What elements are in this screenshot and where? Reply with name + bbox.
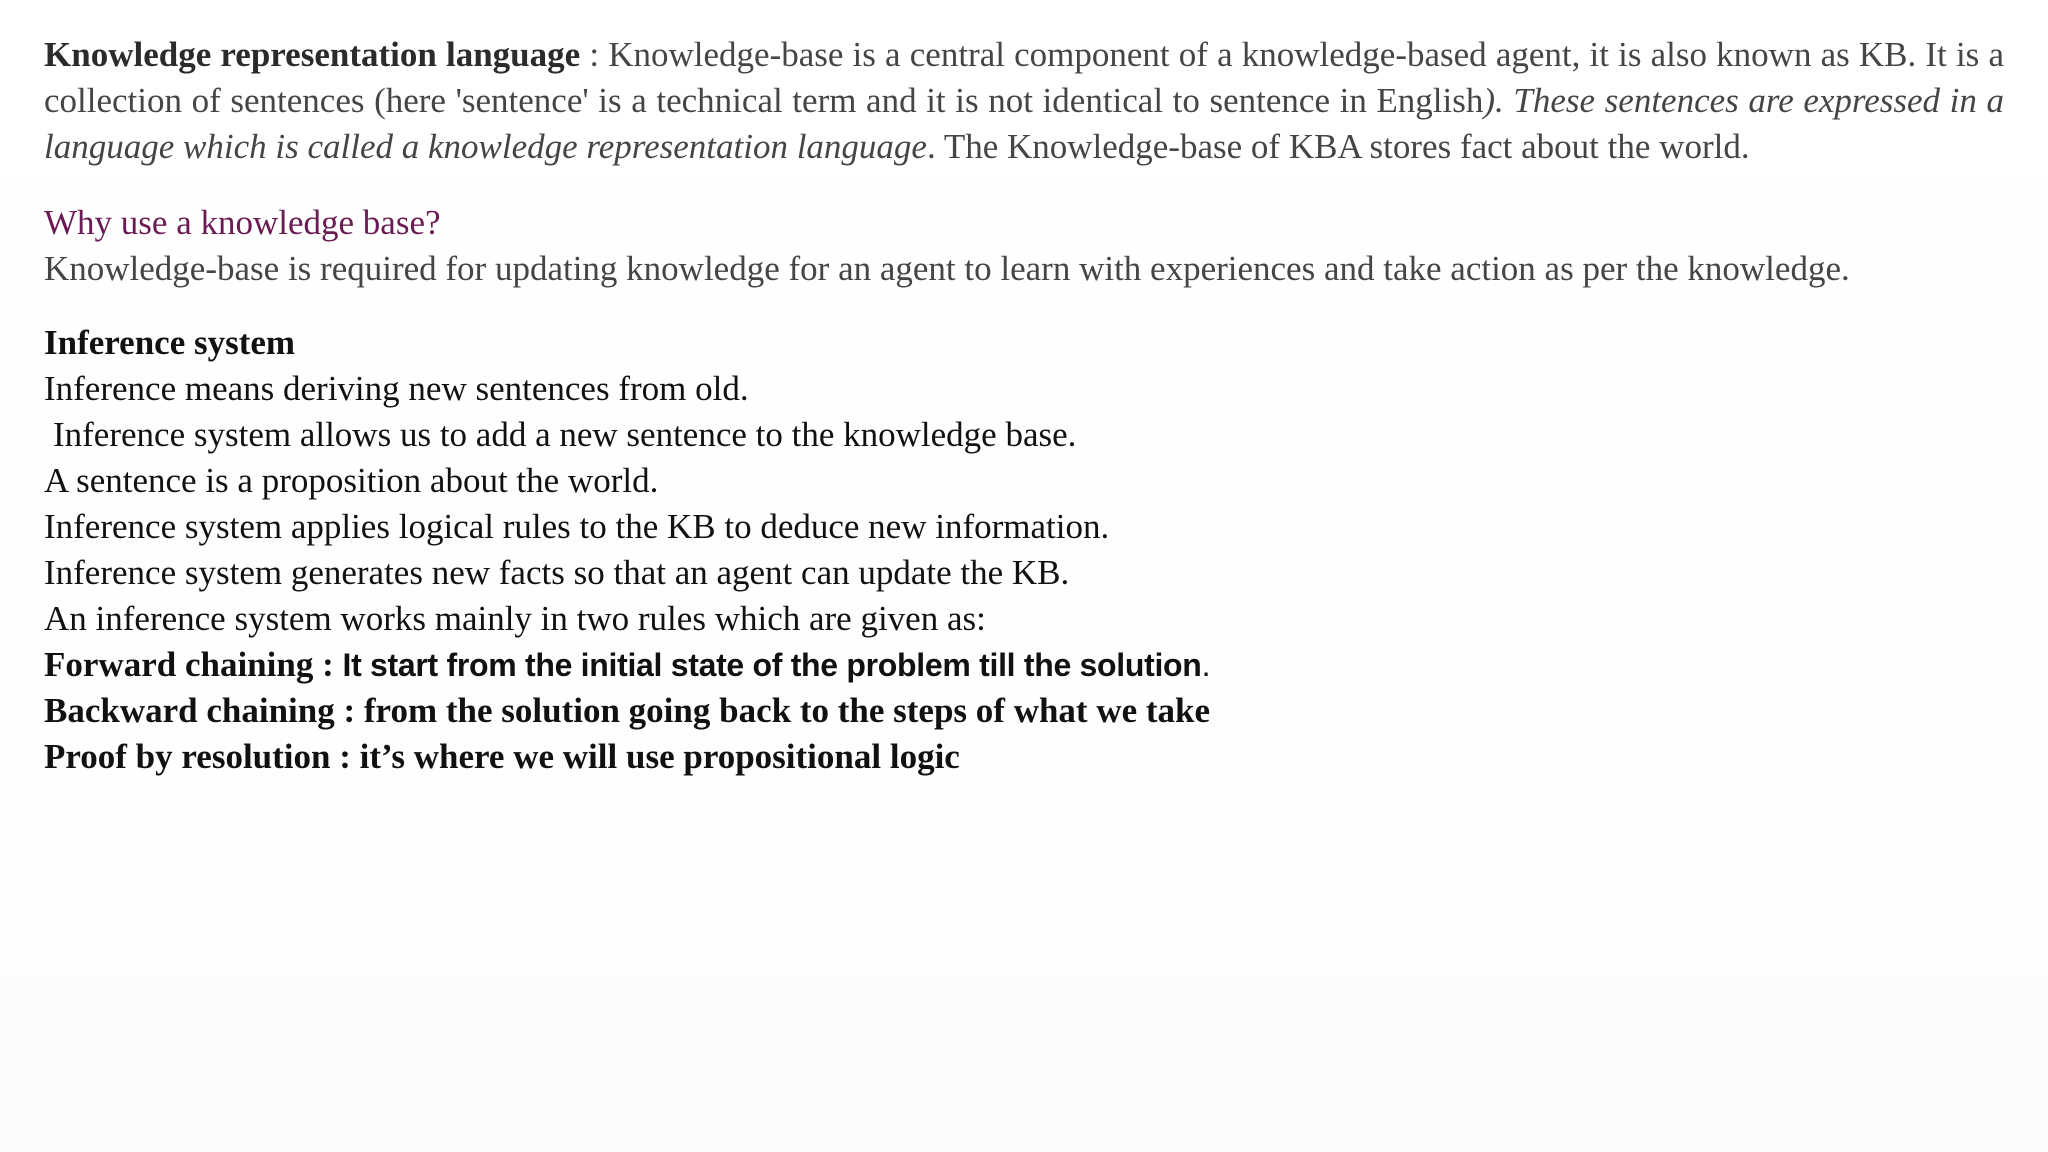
document-body: [44, 32, 2004, 780]
why-paragraph: Knowledge-base is required for updating knowledge for an agent to learn with experiences and take action as per the knowledge.: [44, 249, 1850, 288]
kb-body-end: . The Knowledge-base of KBA stores fact about the world.: [926, 127, 1750, 166]
kb-body-start: Knowledge-base is a central component of a knowledge-based agent, it is also known as KB. It is a collection of sentences (here 'sentence' is a technical term and it is not identical to sentence in English: [44, 35, 2004, 120]
forward-chaining-period: .: [1201, 647, 1211, 683]
kb-italic-text: ). These sentences are expressed in a language which is called a knowledge representation language: [44, 81, 2005, 166]
proof-by-resolution-line: Proof by resolution : it’s where we will use propositional logic: [44, 737, 960, 776]
forward-chaining-text: It start from the initial state of the problem till the solution: [342, 647, 1202, 683]
inference-line-6: An inference system works mainly in two rules which are given as:: [44, 599, 986, 638]
kb-paragraph: [44, 32, 2004, 170]
kb-separator: :: [580, 35, 609, 74]
forward-chaining-line: [44, 642, 2004, 688]
inference-line-3: A sentence is a proposition about the world.: [44, 461, 659, 500]
inference-line-1: Inference means deriving new sentences from old.: [44, 369, 749, 408]
why-heading: Why use a knowledge base?: [44, 203, 441, 242]
kb-term: Knowledge representation language: [44, 35, 581, 74]
inference-line-5: Inference system generates new facts so that an agent can update the KB.: [44, 553, 1070, 592]
forward-chaining-label: Forward chaining :: [44, 645, 343, 684]
inference-line-4: Inference system applies logical rules to the KB to deduce new information.: [44, 507, 1110, 546]
inference-line-2: Inference system allows us to add a new sentence to the knowledge base.: [53, 415, 1077, 454]
backward-chaining-line: Backward chaining : from the solution going back to the steps of what we take: [44, 691, 1211, 730]
inference-title: Inference system: [44, 323, 296, 362]
